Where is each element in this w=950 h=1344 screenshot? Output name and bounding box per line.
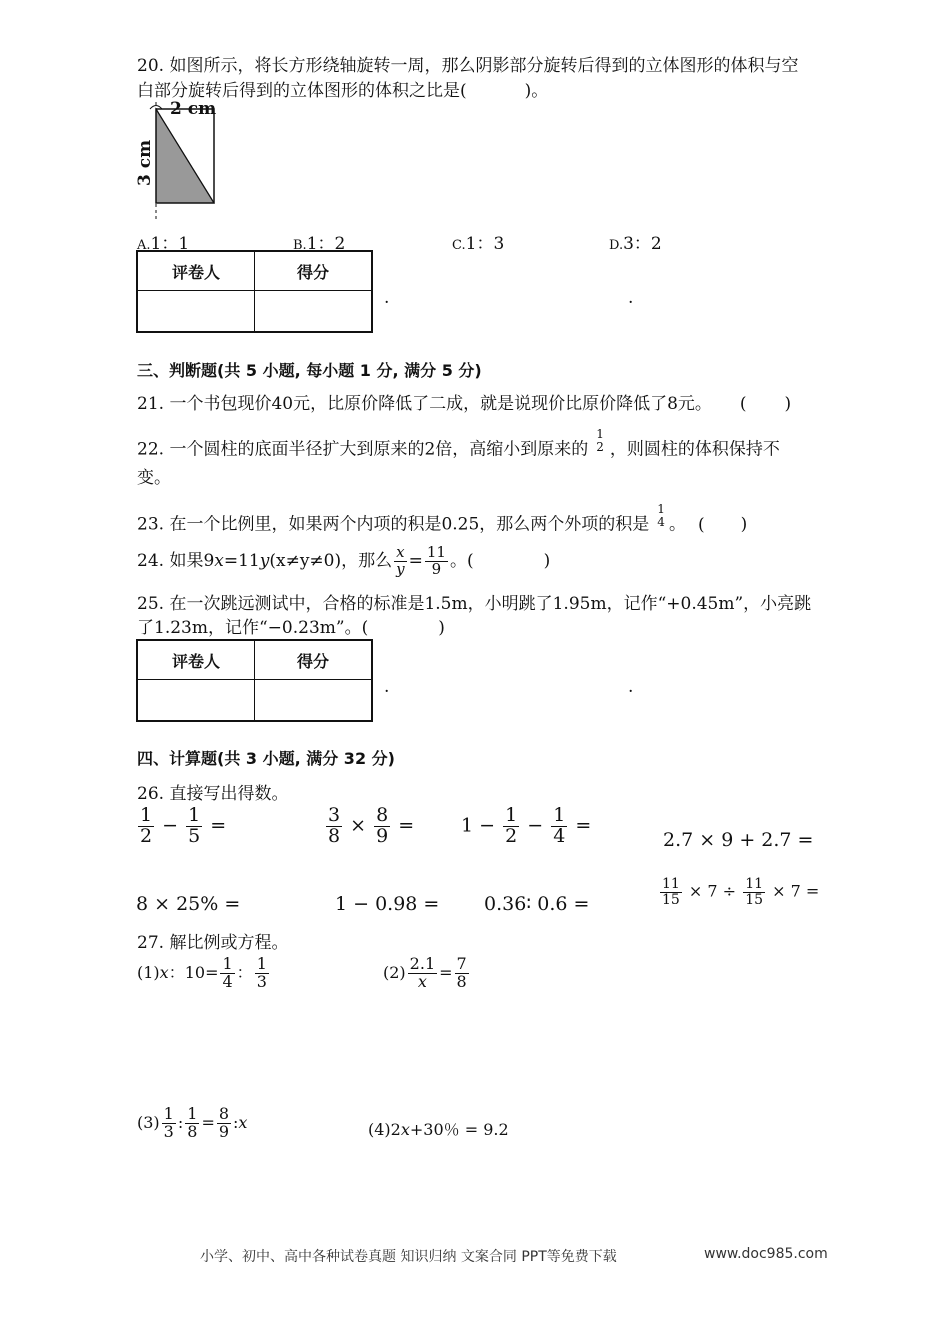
score-table-2	[136, 639, 373, 722]
problem-4: (4)2x+30％ = 9.2	[368, 1120, 509, 1139]
dot: .	[628, 677, 634, 697]
rectangle-rotation-figure	[132, 98, 232, 222]
section-4-title: 四、计算题(共 3 小题, 满分 32 分)	[137, 749, 395, 768]
q23: 23. 在一个比例里，如果两个内项的积是0.25，那么两个外项的积是 1 4 。 ( )	[137, 502, 748, 535]
grader-cell[interactable]	[137, 291, 255, 333]
problem-2: (2) $\frac{2.1}{x}$ = $\frac{7}{8}$	[383, 954, 467, 991]
q27: 27. 解比例或方程。	[137, 933, 289, 953]
calc-8: $\frac{11}{15}$ × 7 ÷ $\frac{11}{15}$ × 7 =	[662, 876, 820, 908]
score-header: 得分	[255, 640, 373, 680]
width-label: 2 cm	[170, 99, 217, 119]
calc-2: $\frac{3}{8}$ × $\frac{8}{9}$ =	[328, 804, 415, 847]
calc-3: 1 − $\frac{1}{2}$ − $\frac{1}{4}$ =	[461, 804, 592, 847]
dot: .	[628, 288, 634, 308]
q20-line1: 20. 如图所示，将长方形绕轴旋转一周，那么阴影部分旋转后得到的立体图形的体积与空	[137, 56, 799, 76]
option-c[interactable]: C.1：3	[452, 234, 505, 254]
q22: 22. 一个圆柱的底面半径扩大到原来的2倍，高缩小到原来的 1 2 ，则圆柱的体积保持不	[137, 427, 780, 460]
calc-4: 2.7 × 9 + 2.7 =	[663, 829, 814, 851]
option-b[interactable]: B.1：2	[293, 234, 346, 254]
q20-line2: 白部分旋转后得到的立体图形的体积之比是( )。	[137, 81, 549, 101]
grader-header: 评卷人	[137, 251, 255, 291]
height-label: 3 cm	[135, 139, 155, 186]
section-3-title: 三、判断题(共 5 小题, 每小题 1 分, 满分 5 分)	[137, 361, 482, 380]
footer-text: 小学、初中、高中各种试卷真题 知识归纳 文案合同 PPT等免费下载	[200, 1249, 617, 1265]
dot: .	[384, 288, 390, 308]
option-a[interactable]: A.1：1	[137, 234, 190, 254]
q26: 26. 直接写出得数。	[137, 784, 289, 804]
q25-line2: 了1.23m，记作“−0.23m”。( )	[137, 618, 445, 638]
grader-header: 评卷人	[137, 640, 255, 680]
problem-3: (3) $\frac{1}{3}$ : $\frac{1}{8}$ = $\frac{8}{9}$ :x	[137, 1104, 248, 1141]
calc-6: 1 − 0.98 =	[335, 893, 440, 915]
option-d[interactable]: D.3：2	[609, 234, 662, 254]
calc-1: $\frac{1}{2}$ − $\frac{1}{5}$ =	[140, 804, 227, 847]
calc-7: 0.36∶ 0.6 =	[484, 893, 590, 915]
calc-5: 8 × 25% =	[136, 893, 241, 915]
q21: 21. 一个书包现价40元，比原价降低了二成，就是说现价比原价降低了8元。 ( )	[137, 394, 792, 414]
score-cell[interactable]	[255, 291, 373, 333]
problem-1: (1)x：10= $\frac{1}{4}$ ： $\frac{1}{3}$	[137, 954, 267, 991]
footer-url[interactable]: www.doc985.com	[704, 1246, 828, 1262]
q24: 24. 如果9x=11y(x≠y≠0)，那么 $\frac{x}{y}$ = $\frac{11}{9}$ 。( )	[137, 543, 551, 578]
q22-cont: 变。	[137, 468, 171, 488]
q25-line1: 25. 在一次跳远测试中，合格的标准是1.5m，小明跳了1.95m，记作“+0.45m”，小亮跳	[137, 594, 812, 614]
dot: .	[384, 677, 390, 697]
grader-cell[interactable]	[137, 680, 255, 722]
score-header: 得分	[255, 251, 373, 291]
score-table-1	[136, 250, 373, 333]
score-cell[interactable]	[255, 680, 373, 722]
